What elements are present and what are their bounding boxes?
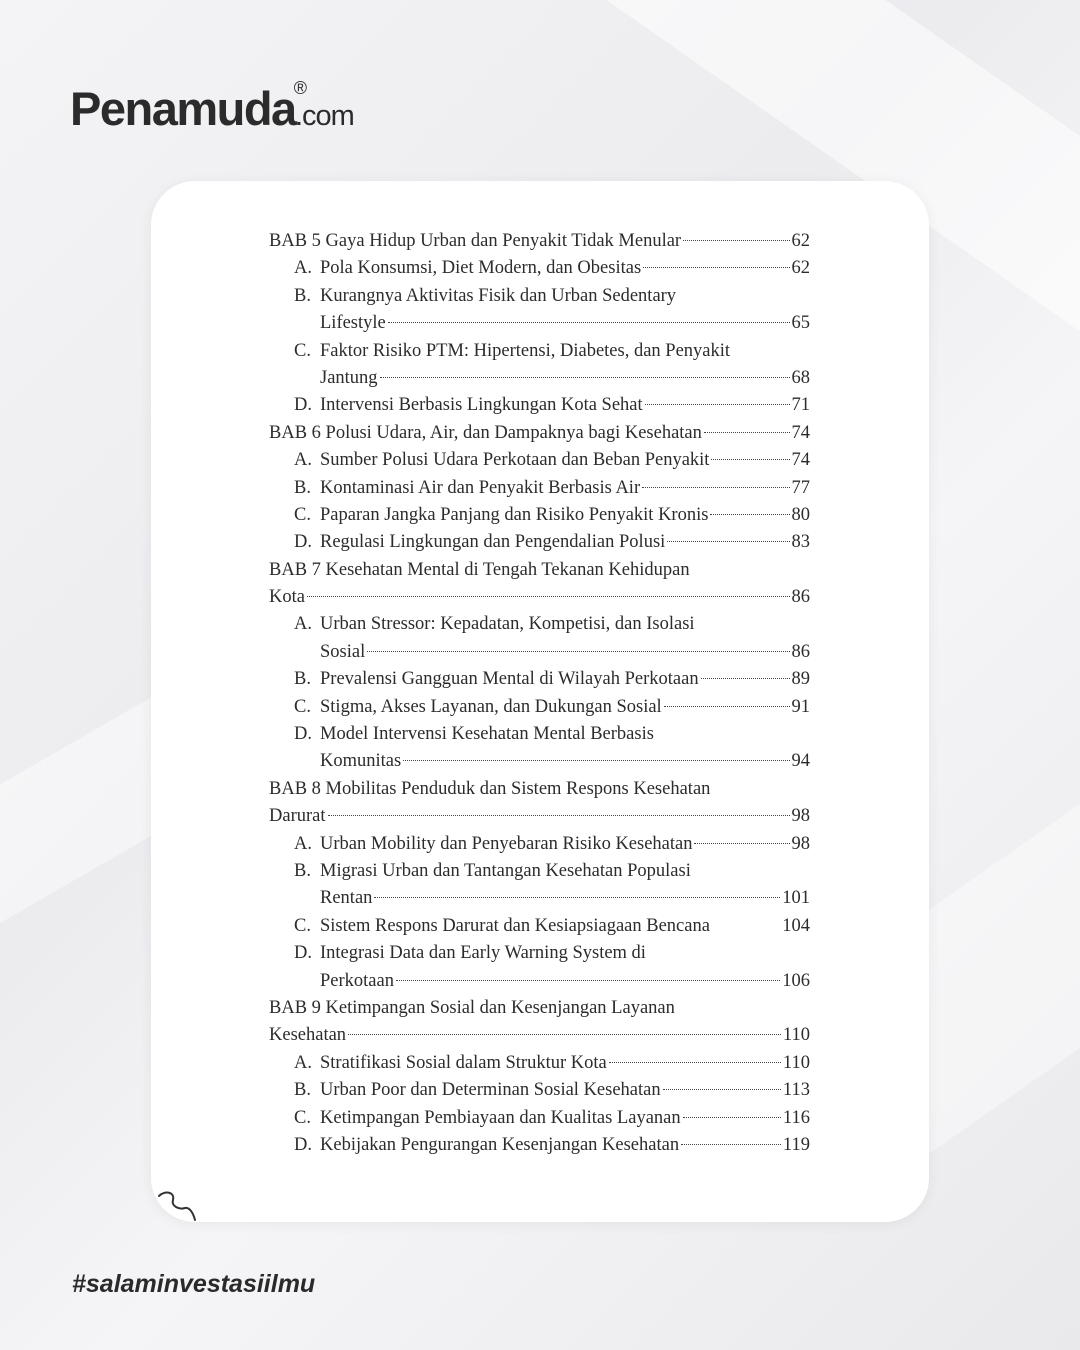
toc-entry-title: Sistem Respons Darurat dan Kesiapsiagaan Bencana xyxy=(320,915,710,936)
toc-section-letter: C. xyxy=(294,340,311,361)
toc-entry-row xyxy=(269,639,810,666)
toc-chapter-row xyxy=(269,420,810,447)
toc-page-number: 119 xyxy=(782,1134,810,1155)
toc-entry-row xyxy=(269,968,810,995)
toc-dot-leader xyxy=(704,432,790,433)
toc-entry-title: Urban Poor dan Determinan Sosial Kesehatan xyxy=(320,1080,661,1101)
toc-page-number: 68 xyxy=(791,367,810,388)
toc-entry-row xyxy=(269,283,810,310)
toc-entry-row xyxy=(269,392,810,419)
toc-page-number: 86 xyxy=(791,641,810,662)
toc-page-number: 98 xyxy=(791,806,810,827)
toc-page-number: 74 xyxy=(791,422,810,443)
toc-dot-leader xyxy=(664,706,790,707)
toc-dot-leader xyxy=(642,487,789,488)
toc-page-number: 74 xyxy=(791,450,810,471)
toc-dot-leader xyxy=(380,377,790,378)
toc-entry-row xyxy=(269,310,810,337)
toc-page-number: 89 xyxy=(791,669,810,690)
toc-dot-leader xyxy=(663,1089,781,1090)
toc-entry-title: Stratifikasi Sosial dalam Struktur Kota xyxy=(320,1052,607,1073)
toc-entry-row xyxy=(269,611,810,638)
toc-page-number: 71 xyxy=(791,395,810,416)
toc-section-letter: C. xyxy=(294,1107,311,1128)
toc-entry-row xyxy=(269,1022,810,1049)
toc-page-number: 77 xyxy=(791,477,810,498)
toc-dot-leader xyxy=(710,514,789,515)
toc-dot-leader xyxy=(403,760,789,761)
toc-section-letter: A. xyxy=(294,614,312,635)
toc-chapter-row xyxy=(269,557,810,584)
toc-entry-title: Integrasi Data dan Early Warning System di xyxy=(320,943,646,964)
toc-entry-row xyxy=(269,447,810,474)
toc-entry-title: Faktor Risiko PTM: Hipertensi, Diabetes, dan Penyakit xyxy=(320,340,731,361)
toc-section-letter: B. xyxy=(294,477,311,498)
toc-dot-leader xyxy=(396,980,780,981)
toc-section-letter: C. xyxy=(294,696,311,717)
toc-entry-title: Urban Mobility dan Penyebaran Risiko Kesehatan xyxy=(320,833,693,854)
toc-entry-row xyxy=(269,913,810,940)
toc-entry-title: Ketimpangan Pembiayaan dan Kualitas Layanan xyxy=(320,1107,681,1128)
toc-section-letter: D. xyxy=(294,724,312,745)
toc-entry-row xyxy=(269,940,810,967)
toc-entry-title: Migrasi Urban dan Tantangan Kesehatan Populasi xyxy=(320,860,691,881)
toc-entry-row xyxy=(269,475,810,502)
toc-chapter-row xyxy=(269,776,810,803)
toc-page-number: 106 xyxy=(782,970,810,991)
toc-entry-title: Prevalensi Gangguan Mental di Wilayah Perkotaan xyxy=(320,669,699,690)
toc-entry-row xyxy=(269,502,810,529)
toc-dot-leader xyxy=(667,541,789,542)
toc-dot-leader xyxy=(374,897,780,898)
toc-page-number: 65 xyxy=(791,313,810,334)
toc-entry-title: Sosial xyxy=(320,641,366,662)
toc-entry-title: Paparan Jangka Panjang dan Risiko Penyakit Kronis xyxy=(320,504,709,525)
toc-entry-row xyxy=(269,666,810,693)
toc-section-letter: B. xyxy=(294,1080,311,1101)
toc-section-letter: D. xyxy=(294,943,312,964)
toc-entry-title: Sumber Polusi Udara Perkotaan dan Beban Penyakit xyxy=(320,450,710,471)
toc-section-letter: A. xyxy=(294,833,312,854)
toc-dot-leader xyxy=(609,1062,781,1063)
toc-page-number: 104 xyxy=(782,915,810,936)
toc-dot-leader xyxy=(328,815,790,816)
toc-section-letter: C. xyxy=(294,915,311,936)
toc-page-number: 86 xyxy=(791,587,810,608)
toc-page-number: 113 xyxy=(782,1080,810,1101)
table-of-contents xyxy=(269,228,810,1159)
toc-entry-title: Kebijakan Pengurangan Kesenjangan Kesehatan xyxy=(320,1134,680,1155)
toc-chapter-row xyxy=(269,995,810,1022)
toc-section-letter: A. xyxy=(294,258,312,279)
toc-dot-leader xyxy=(388,322,790,323)
toc-page-number: 98 xyxy=(791,833,810,854)
toc-entry-row xyxy=(269,721,810,748)
toc-entry-title: BAB 7 Kesehatan Mental di Tengah Tekanan Kehidupan xyxy=(269,559,690,580)
toc-entry-title: Perkotaan xyxy=(320,970,394,991)
toc-entry-row xyxy=(269,1050,810,1077)
toc-chapter-row xyxy=(269,228,810,255)
brand-name: Penamuda xyxy=(70,82,296,135)
toc-page-number: 101 xyxy=(782,888,810,909)
toc-section-letter: D. xyxy=(294,532,312,553)
toc-section-letter: B. xyxy=(294,669,311,690)
toc-entry-row xyxy=(269,529,810,556)
squiggle-decoration xyxy=(155,1188,199,1224)
hashtag: #salaminvestasiilmu xyxy=(72,1270,316,1298)
toc-section-letter: D. xyxy=(294,1134,312,1155)
toc-entry-row xyxy=(269,1132,810,1159)
toc-dot-leader xyxy=(681,1144,781,1145)
toc-entry-title: Rentan xyxy=(320,888,373,909)
toc-entry-title: Model Intervensi Kesehatan Mental Berbasis xyxy=(320,724,654,745)
toc-entry-title: Kontaminasi Air dan Penyakit Berbasis Air xyxy=(320,477,641,498)
toc-page-number: 83 xyxy=(791,532,810,553)
toc-page-number: 110 xyxy=(782,1052,810,1073)
toc-page-number: 116 xyxy=(782,1107,810,1128)
toc-entry-title: BAB 5 Gaya Hidup Urban dan Penyakit Tidak Menular xyxy=(269,231,682,251)
toc-page-number: 80 xyxy=(791,504,810,525)
toc-entry-row xyxy=(269,803,810,830)
toc-entry-title: Stigma, Akses Layanan, dan Dukungan Sosial xyxy=(320,696,662,717)
toc-page-number: 110 xyxy=(782,1025,810,1046)
toc-page-number: 91 xyxy=(791,696,810,717)
toc-entry-row xyxy=(269,365,810,392)
toc-entry-row xyxy=(269,694,810,721)
toc-entry-title: Komunitas xyxy=(320,751,402,772)
toc-entry-title: Jantung xyxy=(320,367,378,388)
toc-entry-title: Pola Konsumsi, Diet Modern, dan Obesitas xyxy=(320,258,642,279)
toc-entry-title: Darurat xyxy=(269,806,326,827)
toc-dot-leader xyxy=(683,1117,781,1118)
toc-page-number: 62 xyxy=(791,258,810,279)
toc-entry-title: BAB 8 Mobilitas Penduduk dan Sistem Respons Kesehatan xyxy=(269,778,711,799)
toc-entry-row xyxy=(269,584,810,611)
toc-entry-row xyxy=(269,338,810,365)
toc-entry-title: Urban Stressor: Kepadatan, Kompetisi, dan Isolasi xyxy=(320,614,695,635)
brand-logo xyxy=(70,72,354,135)
toc-entry-row xyxy=(269,831,810,858)
toc-section-letter: A. xyxy=(294,1052,312,1073)
toc-entry-row xyxy=(269,748,810,775)
toc-section-letter: D. xyxy=(294,395,312,416)
toc-dot-leader xyxy=(367,651,789,652)
brand-suffix: .com xyxy=(294,100,354,132)
toc-dot-leader xyxy=(643,267,789,268)
toc-dot-leader xyxy=(711,459,789,460)
toc-entry-title: Intervensi Berbasis Lingkungan Kota Sehat xyxy=(320,395,643,416)
toc-entry-row xyxy=(269,858,810,885)
toc-section-letter: B. xyxy=(294,285,311,306)
registered-mark: ® xyxy=(293,78,307,98)
toc-entry-row xyxy=(269,255,810,282)
toc-section-letter: A. xyxy=(294,450,312,471)
toc-dot-leader xyxy=(307,596,790,597)
toc-entry-title: Kesehatan xyxy=(269,1025,347,1046)
toc-page-number: 94 xyxy=(791,751,810,772)
toc-dot-leader xyxy=(701,678,790,679)
toc-page-number: 62 xyxy=(791,231,810,251)
toc-entry-title: Lifestyle xyxy=(320,313,386,334)
toc-dot-leader xyxy=(645,404,790,405)
toc-section-letter: C. xyxy=(294,504,311,525)
toc-entry-row xyxy=(269,1077,810,1104)
toc-entry-title: Kota xyxy=(269,587,305,608)
toc-dot-leader xyxy=(683,240,789,241)
toc-entry-title: Kurangnya Aktivitas Fisik dan Urban Sedentary xyxy=(320,285,677,306)
toc-entry-title: Regulasi Lingkungan dan Pengendalian Polusi xyxy=(320,532,666,553)
toc-dot-leader xyxy=(348,1034,781,1035)
toc-entry-row xyxy=(269,1105,810,1132)
toc-section-letter: B. xyxy=(294,860,311,881)
toc-entry-title: BAB 9 Ketimpangan Sosial dan Kesenjangan Layanan xyxy=(269,997,675,1018)
toc-entry-title: BAB 6 Polusi Udara, Air, dan Dampaknya bagi Kesehatan xyxy=(269,422,702,443)
toc-entry-row xyxy=(269,885,810,912)
toc-dot-leader xyxy=(694,843,789,844)
